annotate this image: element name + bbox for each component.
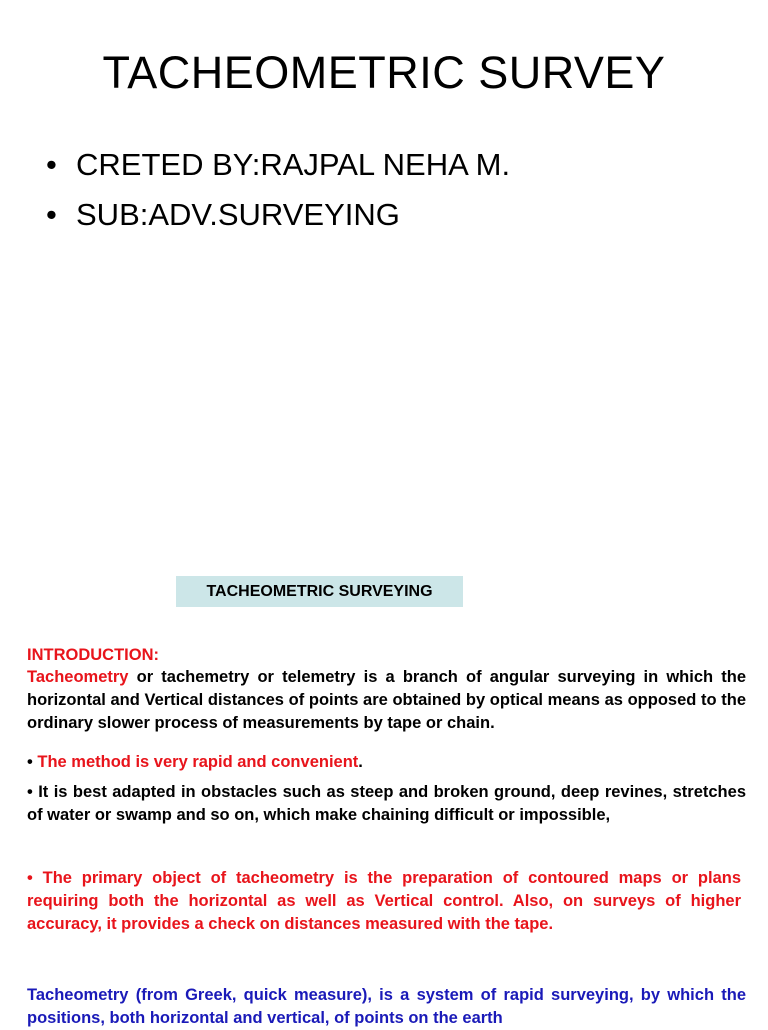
bullet-icon: • <box>46 197 57 232</box>
slide-bullet-author <box>46 140 510 190</box>
intro-paragraph-text: or tachemetry or telemetry is a branch of angular surveying in which the horizontal and Vertical distances of points are obtained by optical means as opposed to the ordinary slower process of measurements by tape or chain. <box>27 668 746 732</box>
slide-bullet-subject <box>46 190 510 240</box>
bullet-icon: • <box>27 869 43 887</box>
section-title: TACHEOMETRIC SURVEYING <box>176 576 463 607</box>
method-point <box>27 751 746 774</box>
method-point-text: The method is very rapid and convenient <box>37 753 359 771</box>
primary-object-text: The primary object of tacheometry is the preparation of contoured maps or plans requiring both the horizontal as well as Vertical control. Also, on surveys of higher accuracy, it provides a check on distances measured with the tape. <box>27 869 741 933</box>
intro-paragraph <box>27 666 746 735</box>
subject-text: SUB:ADV.SURVEYING <box>76 197 400 232</box>
author-text: CRETED BY:RAJPAL NEHA M. <box>76 147 511 182</box>
bullet-icon: • <box>46 147 57 182</box>
method-point-end: . <box>358 753 363 771</box>
intro-lead-term: Tacheometry <box>27 668 129 686</box>
bullet-icon: • <box>27 753 38 771</box>
obstacles-point: • It is best adapted in obstacles such as steep and broken ground, deep revines, stretches of water or swamp and so on, which make chaining difficult or impossible, <box>27 783 746 824</box>
intro-heading: INTRODUCTION: <box>27 646 159 664</box>
slide-title: TACHEOMETRIC SURVEY <box>102 47 666 98</box>
slide-bullet-list <box>46 140 510 240</box>
primary-object-point <box>27 867 741 936</box>
definition-paragraph: Tacheometry (from Greek, quick measure), is a system of rapid surveying, by which the positions, both horizontal and vertical, of points on the earth <box>27 986 746 1027</box>
